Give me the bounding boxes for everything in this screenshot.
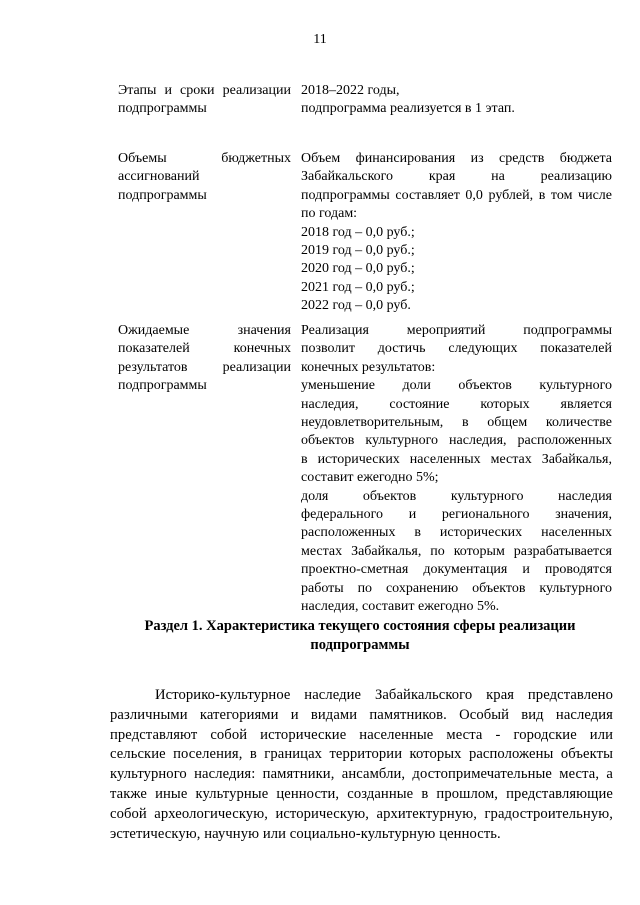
value-line: работы по сохранению объектов культурного	[301, 580, 612, 596]
row-value	[301, 322, 612, 617]
paragraph-line: также иные культурные ценности, созданные в прошлом, представляющие	[110, 785, 613, 802]
label-line: Этапы и сроки реализации	[118, 83, 291, 98]
row-label	[118, 150, 291, 205]
value-line: 2020 год – 0,0 руб.;	[301, 261, 415, 277]
section-heading-line: Раздел 1. Характеристика текущего состояния сферы реализации	[144, 618, 576, 634]
value-line: доля объектов культурного наследия	[301, 488, 612, 504]
paragraph-line: сельские поселения, в границах территории которых расположены объекты	[110, 746, 613, 763]
row-value	[301, 82, 612, 119]
value-line: федерального и регионального значения,	[301, 507, 612, 523]
value-line: 2019 год – 0,0 руб.;	[301, 243, 415, 259]
label-line: подпрограммы	[118, 101, 207, 117]
value-line: в исторических населенных местах Забайкалья,	[301, 451, 612, 467]
label-line: показателей конечных	[118, 341, 291, 357]
paragraph-line: Историко-культурное наследие Забайкальского края представлено	[155, 687, 613, 703]
value-line: наследия, составит ежегодно 5%.	[301, 599, 500, 615]
value-line: наследия, состояние которых является	[301, 396, 612, 412]
value-line: уменьшение доли объектов культурного	[301, 378, 612, 394]
value-line: подпрограмма реализуется в 1 этап.	[301, 101, 515, 117]
value-line: по годам:	[301, 206, 358, 222]
body-paragraph	[110, 686, 613, 844]
value-line: проектно-сметная документация и проводятся	[301, 562, 612, 578]
value-line: Забайкальского края на реализацию	[301, 169, 612, 185]
row-label	[118, 322, 291, 396]
value-line: 2022 год – 0,0 руб.	[301, 298, 411, 314]
section-heading-line: подпрограммы	[310, 637, 410, 653]
paragraph-line: различными категориями и видами памятников. Особый вид наследия	[110, 706, 613, 723]
label-line: ассигнований	[118, 169, 200, 185]
label-line: Объемы бюджетных	[118, 151, 291, 166]
paragraph-line: представляют собой исторические населенные места - городские или	[110, 726, 613, 743]
value-line: 2021 год – 0,0 руб.;	[301, 279, 415, 295]
value-line: местах Забайкалья, по которым разрабатывается	[301, 543, 612, 559]
value-line: объектов культурного наследия, расположенных	[301, 433, 612, 449]
section-heading	[110, 617, 610, 655]
value-line: конечных результатов:	[301, 359, 436, 375]
value-line: неудовлетворительным, в общем количестве	[301, 415, 612, 431]
value-line: Объем финансирования из средств бюджета	[301, 151, 612, 166]
value-line: Реализация мероприятий подпрограммы	[301, 323, 612, 338]
paragraph-line: культурного наследия: памятники, ансамбли, достопримечательные места, а	[110, 766, 613, 783]
value-line: расположенных в исторических населенных	[301, 525, 612, 541]
row-label	[118, 82, 291, 119]
value-line: подпрограммы составляет 0,0 рублей, в том числе	[301, 187, 612, 203]
paragraph-line: эстетическую, научную или социально-культурную ценность.	[110, 825, 501, 842]
value-line: позволит достичь следующих показателей	[301, 341, 612, 357]
paragraph-line: собой археологическую, историческую, архитектурную, градостроительную,	[110, 805, 613, 822]
value-line: 2018–2022 годы,	[301, 83, 400, 98]
label-line: результатов реализации	[118, 359, 291, 375]
label-line: подпрограммы	[118, 378, 207, 394]
row-value	[301, 150, 612, 316]
label-line: подпрограммы	[118, 187, 207, 203]
page-number: 11	[313, 32, 327, 47]
value-line: 2018 год – 0,0 руб.;	[301, 224, 415, 240]
value-line: составит ежегодно 5%;	[301, 470, 439, 486]
label-line: Ожидаемые значения	[118, 323, 291, 338]
